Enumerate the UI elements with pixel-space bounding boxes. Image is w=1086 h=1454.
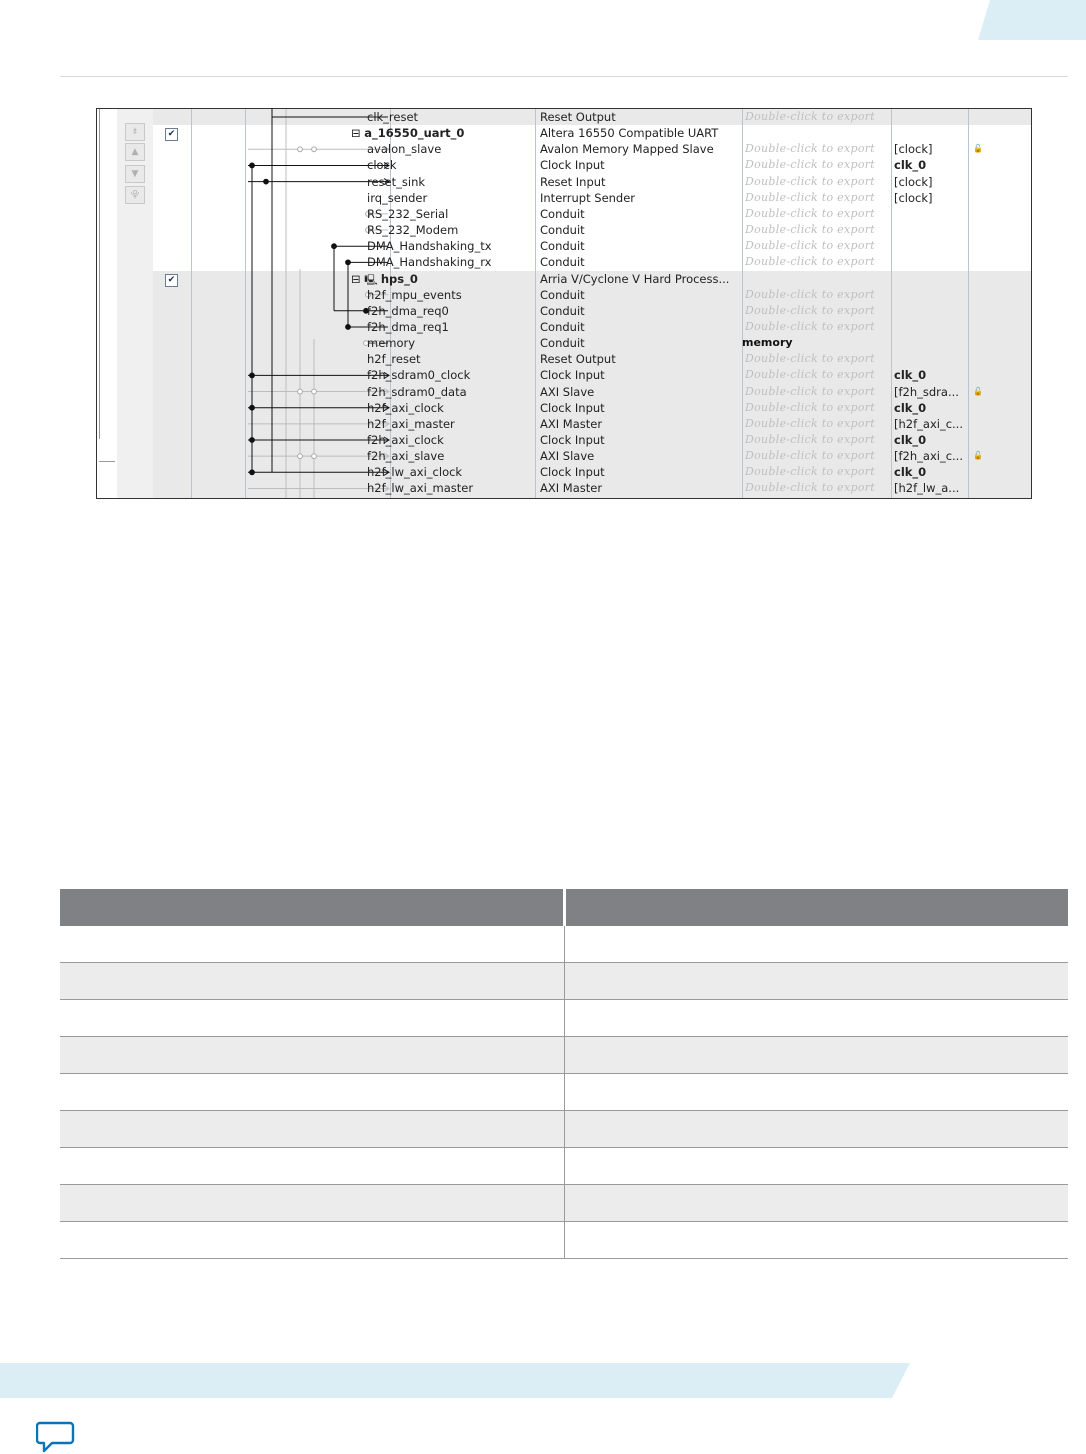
- export-cell[interactable]: Double-click to export: [745, 481, 876, 495]
- connections-grid: [153, 109, 1031, 498]
- interface-row[interactable]: [153, 254, 1031, 270]
- interface-name: f2h_sdram0_clock: [367, 368, 471, 383]
- interface-description: Interrupt Sender: [540, 190, 636, 205]
- component-name: a_16550_uart_0: [364, 126, 465, 141]
- interface-name: h2f_lw_axi_master: [367, 481, 474, 496]
- export-cell[interactable]: Double-click to export: [745, 190, 876, 204]
- system-contents-screenshot: [96, 108, 1032, 499]
- interface-row[interactable]: [153, 480, 1031, 496]
- export-cell[interactable]: Double-click to export: [745, 416, 876, 430]
- table-cell: [60, 1148, 565, 1185]
- lock-icon: 🔓: [973, 144, 983, 154]
- clock-cell[interactable]: clk_0: [894, 400, 927, 415]
- interface-description: Conduit: [540, 255, 585, 270]
- export-cell[interactable]: Double-click to export: [745, 158, 876, 172]
- clock-cell[interactable]: [f2h_sdra...: [894, 384, 959, 399]
- interface-description: Clock Input: [540, 433, 605, 447]
- table-cell: [60, 1000, 565, 1037]
- clock-cell[interactable]: [clock]: [894, 142, 933, 157]
- export-cell[interactable]: Double-click to export: [745, 287, 876, 301]
- interface-name: avalon_slave: [367, 142, 442, 157]
- interface-row[interactable]: [153, 174, 1031, 190]
- interface-description: Clock Input: [540, 158, 605, 173]
- interface-description: Conduit: [540, 336, 585, 351]
- header-tab-decoration: [978, 0, 1086, 40]
- table-cell: [565, 1000, 1069, 1037]
- export-cell[interactable]: Double-click to export: [745, 465, 876, 479]
- interface-description: Reset Output: [540, 110, 616, 124]
- interface-description: Conduit: [540, 206, 585, 221]
- interface-description: Reset Input: [540, 174, 606, 189]
- interface-description: Clock Input: [540, 368, 605, 383]
- interface-name: f2h_sdram0_data: [367, 384, 467, 399]
- export-cell[interactable]: Double-click to export: [745, 174, 876, 188]
- interface-description: Conduit: [540, 287, 585, 302]
- interface-description: Arria V/Cyclone V Hard Process...: [540, 271, 730, 286]
- table-cell: [60, 1222, 565, 1259]
- interface-row[interactable]: [153, 351, 1031, 367]
- interface-name: reset_sink: [367, 174, 426, 189]
- table-cell: [565, 1185, 1069, 1222]
- processor-icon: 🖳: [364, 274, 381, 286]
- interface-row[interactable]: [153, 157, 1031, 173]
- table-cell: [565, 1037, 1069, 1074]
- table-cell: [565, 1148, 1069, 1185]
- export-cell[interactable]: Double-click to export: [745, 206, 876, 220]
- component-row[interactable]: [153, 125, 1031, 141]
- interface-row[interactable]: [153, 335, 1031, 351]
- lock-icon: 🔓: [973, 386, 983, 396]
- table-row: [60, 1037, 1068, 1074]
- move-up-icon[interactable]: ▲: [125, 143, 145, 161]
- table-cell: [60, 926, 565, 963]
- clock-cell[interactable]: [f2h_axi_c...: [894, 449, 963, 464]
- export-cell[interactable]: Double-click to export: [745, 223, 876, 237]
- interface-description: AXI Master: [540, 416, 603, 431]
- clock-cell[interactable]: [h2f_lw_a...: [894, 481, 960, 496]
- clock-cell[interactable]: [clock]: [894, 174, 933, 189]
- interface-row[interactable]: [153, 287, 1031, 303]
- table-cell: [60, 1037, 565, 1074]
- interface-description: Reset Output: [540, 352, 616, 367]
- interface-name: irq_sender: [367, 190, 428, 205]
- interface-row[interactable]: [153, 384, 1031, 400]
- reorder-button-column: [117, 109, 154, 498]
- clock-cell[interactable]: [h2f_axi_c...: [894, 416, 963, 431]
- interface-name: memory: [367, 336, 416, 351]
- clock-cell[interactable]: [clock]: [894, 190, 933, 205]
- interface-name: RS_232_Serial: [367, 206, 449, 221]
- interface-row[interactable]: [153, 206, 1031, 222]
- interface-name: h2f_axi_clock: [367, 400, 444, 415]
- export-cell[interactable]: Double-click to export: [745, 110, 876, 123]
- table-row: [60, 1000, 1068, 1037]
- interface-name: RS_232_Modem: [367, 223, 459, 238]
- table-row: [60, 1148, 1068, 1185]
- interface-description: AXI Master: [540, 481, 603, 496]
- table-cell: [565, 963, 1069, 1000]
- component-row[interactable]: [153, 271, 1031, 287]
- export-cell[interactable]: Double-click to export: [745, 319, 876, 333]
- table-cell: [565, 1111, 1069, 1148]
- interface-description: AXI Slave: [540, 384, 595, 399]
- clock-cell[interactable]: clk_0: [894, 465, 927, 480]
- table-header-row: [60, 889, 1068, 926]
- export-cell[interactable]: Double-click to export: [745, 239, 876, 253]
- table-row: [60, 1185, 1068, 1222]
- enable-checkbox-hps[interactable]: ✔: [165, 274, 178, 287]
- interface-name: f2h_dma_req0: [367, 303, 449, 318]
- interface-row[interactable]: [153, 190, 1031, 206]
- interface-row[interactable]: [153, 432, 1031, 448]
- clock-cell[interactable]: clk_0: [894, 368, 927, 383]
- interface-name: clock: [367, 158, 397, 173]
- enable-checkbox-uart[interactable]: ✔: [165, 128, 178, 141]
- interface-description: Conduit: [540, 303, 585, 318]
- table-cell: [60, 1074, 565, 1111]
- interface-description: Conduit: [540, 223, 585, 238]
- interface-row[interactable]: [153, 464, 1031, 480]
- export-cell[interactable]: Double-click to export: [745, 433, 876, 446]
- left-panel-edge: [97, 109, 118, 498]
- export-cell[interactable]: Double-click to export: [745, 303, 876, 317]
- export-cell[interactable]: Double-click to export: [745, 384, 876, 398]
- export-cell[interactable]: Double-click to export: [745, 400, 876, 414]
- header-rule: [60, 76, 1068, 77]
- interface-name: f2h_axi_clock: [367, 433, 444, 447]
- move-top-icon[interactable]: ⯒: [125, 123, 145, 141]
- collapse-icon[interactable]: ⊟: [351, 271, 365, 286]
- move-down-icon[interactable]: ▼: [125, 165, 145, 183]
- interface-row[interactable]: [153, 448, 1031, 464]
- interface-name: h2f_mpu_events: [367, 287, 462, 302]
- collapse-icon[interactable]: ⊟: [351, 126, 365, 141]
- interface-row[interactable]: [153, 319, 1031, 335]
- interface-name: DMA_Handshaking_rx: [367, 255, 492, 270]
- export-cell[interactable]: Double-click to export: [745, 352, 876, 366]
- interface-row[interactable]: [153, 416, 1031, 432]
- interface-name: f2h_axi_slave: [367, 449, 445, 464]
- export-cell[interactable]: Double-click to export: [745, 255, 876, 269]
- interface-row[interactable]: [153, 367, 1031, 383]
- export-cell[interactable]: Double-click to export: [745, 368, 876, 382]
- interface-description: Clock Input: [540, 465, 605, 480]
- clock-cell[interactable]: clk_0: [894, 433, 927, 447]
- table-header-cell: [565, 889, 1069, 926]
- interface-row[interactable]: [153, 222, 1031, 238]
- interface-description: AXI Slave: [540, 449, 595, 464]
- interface-name: f2h_dma_req1: [367, 319, 449, 334]
- interface-row[interactable]: [153, 400, 1031, 416]
- table-header-cell: [60, 889, 565, 926]
- interface-name: clk_reset: [367, 110, 419, 124]
- interface-row[interactable]: [153, 109, 1031, 125]
- interface-row[interactable]: [153, 141, 1031, 157]
- interface-description: Altera 16550 Compatible UART: [540, 126, 719, 141]
- interface-description: Clock Input: [540, 400, 605, 415]
- move-bottom-icon[interactable]: ⯓: [125, 186, 145, 204]
- table-cell: [565, 1222, 1069, 1259]
- parameter-table: [60, 889, 1068, 1259]
- interface-row[interactable]: [153, 238, 1031, 254]
- interface-name: h2f_reset: [367, 352, 421, 367]
- interface-name: h2f_lw_axi_clock: [367, 465, 463, 480]
- table-row: [60, 1074, 1068, 1111]
- footer-band: [0, 1363, 910, 1398]
- interface-description: Conduit: [540, 319, 585, 334]
- interface-name: DMA_Handshaking_tx: [367, 239, 492, 254]
- clock-cell[interactable]: clk_0: [894, 158, 927, 173]
- table-cell: [565, 1074, 1069, 1111]
- table-cell: [565, 926, 1069, 963]
- export-cell[interactable]: Double-click to export: [745, 142, 876, 156]
- interface-row[interactable]: [153, 303, 1031, 319]
- table-row: [60, 926, 1068, 963]
- table-row: [60, 1222, 1068, 1259]
- table-cell: [60, 963, 565, 1000]
- interface-name: h2f_axi_master: [367, 416, 455, 431]
- component-name: hps_0: [380, 271, 418, 286]
- table-cell: [60, 1111, 565, 1148]
- table-cell: [60, 1185, 565, 1222]
- lock-icon: 🔓: [973, 451, 983, 461]
- table-row: [60, 963, 1068, 1000]
- export-cell[interactable]: memory: [742, 336, 793, 350]
- interface-description: Avalon Memory Mapped Slave: [540, 142, 714, 157]
- feedback-icon[interactable]: [36, 1420, 76, 1454]
- export-cell[interactable]: Double-click to export: [745, 449, 876, 463]
- interface-description: Conduit: [540, 239, 585, 254]
- table-row: [60, 1111, 1068, 1148]
